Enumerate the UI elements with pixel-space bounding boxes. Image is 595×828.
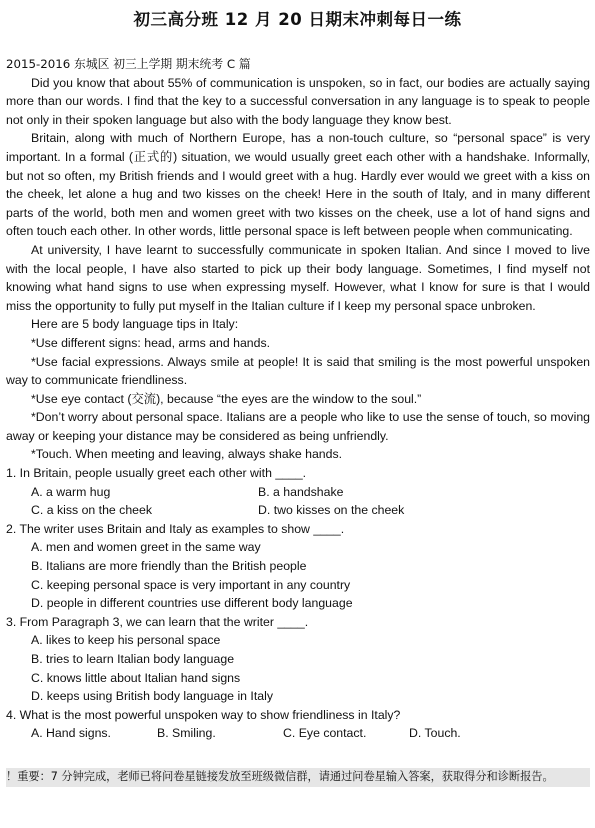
question-stem: 3. From Paragraph 3, we can learn that the writer ____. [6, 614, 309, 629]
question-options [6, 724, 590, 743]
option-row [31, 483, 590, 502]
important-notice: ！重要：7 分钟完成，老师已将问卷星链接发放至班级微信群，请通过问卷星输入答案，获取得分和诊断报告。 [6, 768, 590, 787]
option-a: A. Hand signs. [31, 726, 111, 741]
question-options [6, 631, 590, 705]
question-options [6, 483, 590, 520]
passage-paragraph-1: Did you know that about 55% of communication is unspoken, so in fact, our bodies are actually saying more than our words. I find that the key to a successful conversation in any language is to speak to people not only in their spoken language but also with the body language they know best. [6, 75, 590, 127]
option-c: C. keeping personal space is very important in any country [31, 577, 351, 592]
option-a: A. men and women greet in the same way [31, 540, 261, 555]
option-d: D. two kisses on the cheek [258, 503, 405, 518]
exam-source-line: 2015-2016 东城区 初三上学期 期末统考 C 篇 [6, 57, 251, 71]
option-row [31, 724, 590, 743]
option-a: A. likes to keep his personal space [31, 633, 221, 648]
option-d: D. people in different countries use different body language [31, 596, 353, 611]
page-title: 初三高分班 12 月 20 日期末冲刺每日一练 [133, 10, 462, 29]
question-stem: 4. What is the most powerful unspoken way to show friendliness in Italy? [6, 707, 401, 722]
tip-1: *Use different signs: head, arms and hands. [31, 335, 271, 350]
passage-paragraph-2: Britain, along with much of Northern Europe, has a non-touch culture, so “personal space” is very important. In a formal (正式的) situation, we would usually greet each other with a handshake. Informally, but not so often, my British friends and I would greet with a hug. Hardly ever would we greet with a kiss on the cheek, let alone a hug and two kisses on the cheek! Here in the south of Italy, and in many different parts of the world, both men and women greet with two kisses on the cheek, use a lot of hand signs and often touch each other. In other words, little personal space is left between people when communicating. [6, 131, 590, 239]
tip-4: *Don’t worry about personal space. Italians are a people who like to use the sense of touch, so moving away or keeping your distance may be considered as being unfriendly. [6, 410, 590, 443]
option-c: C. a kiss on the cheek [31, 503, 152, 518]
option-b: B. Italians are more friendly than the British people [31, 559, 307, 574]
tip-2: *Use facial expressions. Always smile at people! It is said that smiling is the most powerful unspoken way to communicate friendliness. [6, 354, 590, 388]
question-2 [6, 520, 590, 613]
option-b: B. a handshake [258, 484, 344, 499]
question-stem: 2. The writer uses Britain and Italy as examples to show ____. [6, 521, 345, 536]
option-d: D. Touch. [409, 726, 461, 741]
worksheet-content [6, 55, 590, 743]
option-c: C. Eye contact. [283, 726, 367, 741]
option-c: C. knows little about Italian hand signs [31, 670, 241, 685]
question-stem: 1. In Britain, people usually greet each other with ____. [6, 466, 307, 481]
tip-5: *Touch. When meeting and leaving, always shake hands. [31, 447, 343, 462]
question-3 [6, 613, 590, 706]
question-1 [6, 464, 590, 520]
option-a: A. a warm hug [31, 484, 111, 499]
option-d: D. keeps using British body language in Italy [31, 689, 273, 704]
tip-3: *Use eye contact (交流), because “the eyes are the window to the soul.” [31, 391, 422, 406]
option-b: B. Smiling. [157, 726, 216, 741]
option-row [31, 501, 590, 520]
option-b: B. tries to learn Italian body language [31, 652, 235, 666]
passage-paragraph-3: At university, I have learnt to successfully communicate in spoken Italian. And since I moved to live with the local people, I have also started to pick up their body language. Sometimes, I find myself not knowing what hand signs to use when expressing myself. However, what I know for sure is that I would miss the opportunity to fully put myself in the Italian culture if I keep my personal space unbroken. [6, 242, 590, 313]
question-options [6, 538, 590, 612]
question-4 [6, 706, 590, 743]
passage-tips-intro: Here are 5 body language tips in Italy: [31, 317, 239, 332]
